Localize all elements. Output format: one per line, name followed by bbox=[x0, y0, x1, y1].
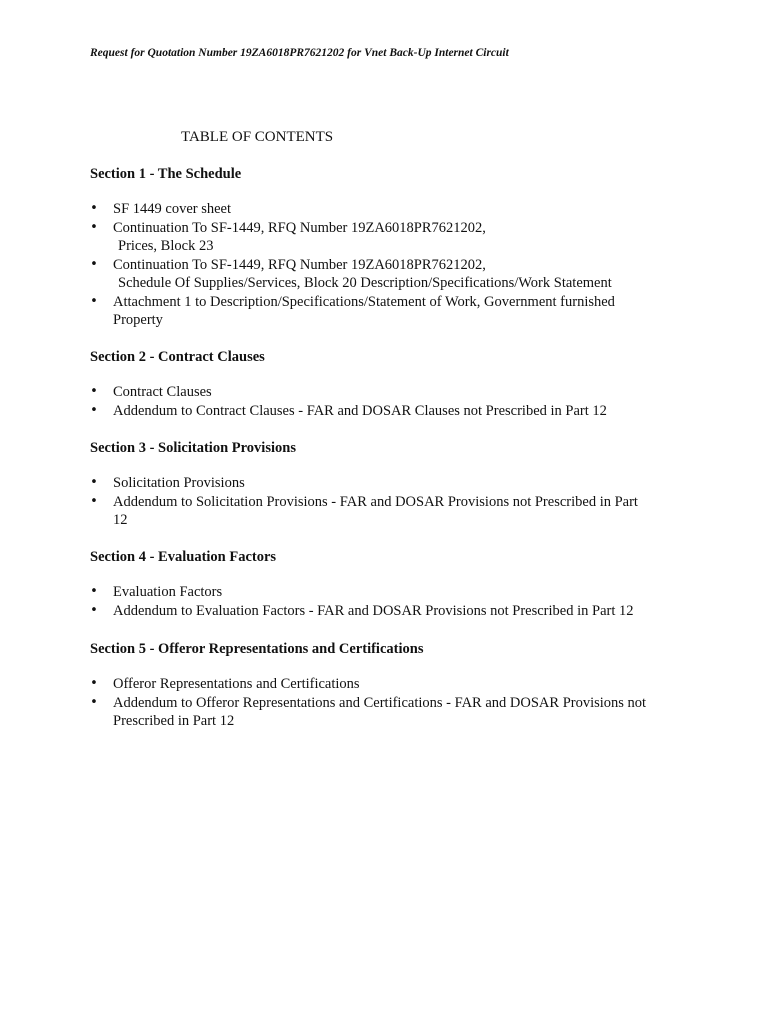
bullet-icon: • bbox=[90, 584, 98, 599]
item-text: Contract Clauses bbox=[113, 384, 212, 400]
item-text: Addendum to Solicitation Provisions - FAR and DOSAR Provisions not Prescribed in Part bbox=[113, 493, 638, 510]
bullet-icon: • bbox=[90, 676, 98, 691]
section-heading: Section 3 - Solicitation Provisions bbox=[90, 440, 296, 456]
item-text-continuation: Schedule Of Supplies/Services, Block 20 Description/Specifications/Work Statement bbox=[118, 275, 612, 291]
section-2 bbox=[90, 348, 690, 420]
list-item bbox=[90, 694, 690, 731]
list-item bbox=[90, 602, 690, 621]
section-items bbox=[90, 383, 690, 420]
item-text: Continuation To SF-1449, RFQ Number 19ZA6018PR7621202, bbox=[113, 219, 486, 236]
bullet-icon: • bbox=[90, 384, 98, 399]
item-text: Attachment 1 to Description/Specifications/Statement of Work, Government furnished bbox=[113, 293, 615, 310]
bullet-icon: • bbox=[90, 694, 98, 710]
page-header: Request for Quotation Number 19ZA6018PR7621202 for Vnet Back-Up Internet Circuit bbox=[90, 47, 509, 59]
item-text: Addendum to Offeror Representations and Certifications - FAR and DOSAR Provisions not bbox=[113, 694, 647, 711]
bullet-icon: • bbox=[90, 256, 98, 272]
item-text-continuation: Property bbox=[113, 312, 163, 328]
list-item bbox=[90, 219, 690, 256]
item-text: Continuation To SF-1449, RFQ Number 19ZA6018PR7621202, bbox=[113, 256, 486, 273]
bullet-icon: • bbox=[90, 201, 98, 216]
section-1 bbox=[90, 165, 690, 330]
section-items bbox=[90, 675, 690, 731]
section-heading: Section 4 - Evaluation Factors bbox=[90, 549, 277, 565]
section-5 bbox=[90, 640, 690, 731]
section-items bbox=[90, 474, 690, 530]
section-items bbox=[90, 583, 690, 620]
bullet-icon: • bbox=[90, 493, 98, 509]
item-text: Evaluation Factors bbox=[113, 584, 223, 600]
section-3 bbox=[90, 439, 690, 530]
list-item bbox=[90, 493, 690, 530]
bullet-icon: • bbox=[90, 219, 98, 235]
item-text: Offeror Representations and Certifications bbox=[113, 676, 360, 692]
bullet-icon: • bbox=[90, 475, 98, 490]
list-item bbox=[90, 256, 690, 293]
section-heading: Section 1 - The Schedule bbox=[90, 166, 242, 182]
section-heading: Section 2 - Contract Clauses bbox=[90, 349, 265, 365]
item-text: Addendum to Contract Clauses - FAR and DOSAR Clauses not Prescribed in Part 12 bbox=[113, 402, 607, 419]
section-4 bbox=[90, 548, 690, 620]
bullet-icon: • bbox=[90, 293, 98, 309]
item-text: Solicitation Provisions bbox=[113, 475, 245, 491]
list-item bbox=[90, 474, 690, 493]
list-item bbox=[90, 583, 690, 602]
bullet-icon: • bbox=[90, 602, 98, 618]
list-item bbox=[90, 293, 690, 330]
section-heading: Section 5 - Offeror Representations and Certifications bbox=[90, 641, 424, 657]
item-text-continuation: Prescribed in Part 12 bbox=[113, 713, 235, 729]
item-text: SF 1449 cover sheet bbox=[113, 201, 231, 217]
item-text-continuation: Prices, Block 23 bbox=[118, 238, 214, 254]
item-text: Addendum to Evaluation Factors - FAR and DOSAR Provisions not Prescribed in Part 12 bbox=[113, 602, 634, 619]
toc-title: TABLE OF CONTENTS bbox=[181, 129, 334, 145]
list-item bbox=[90, 402, 690, 421]
bullet-icon: • bbox=[90, 402, 98, 418]
list-item bbox=[90, 383, 690, 402]
list-item bbox=[90, 200, 690, 219]
list-item bbox=[90, 675, 690, 694]
item-text-continuation: 12 bbox=[113, 512, 128, 528]
section-items bbox=[90, 200, 690, 330]
